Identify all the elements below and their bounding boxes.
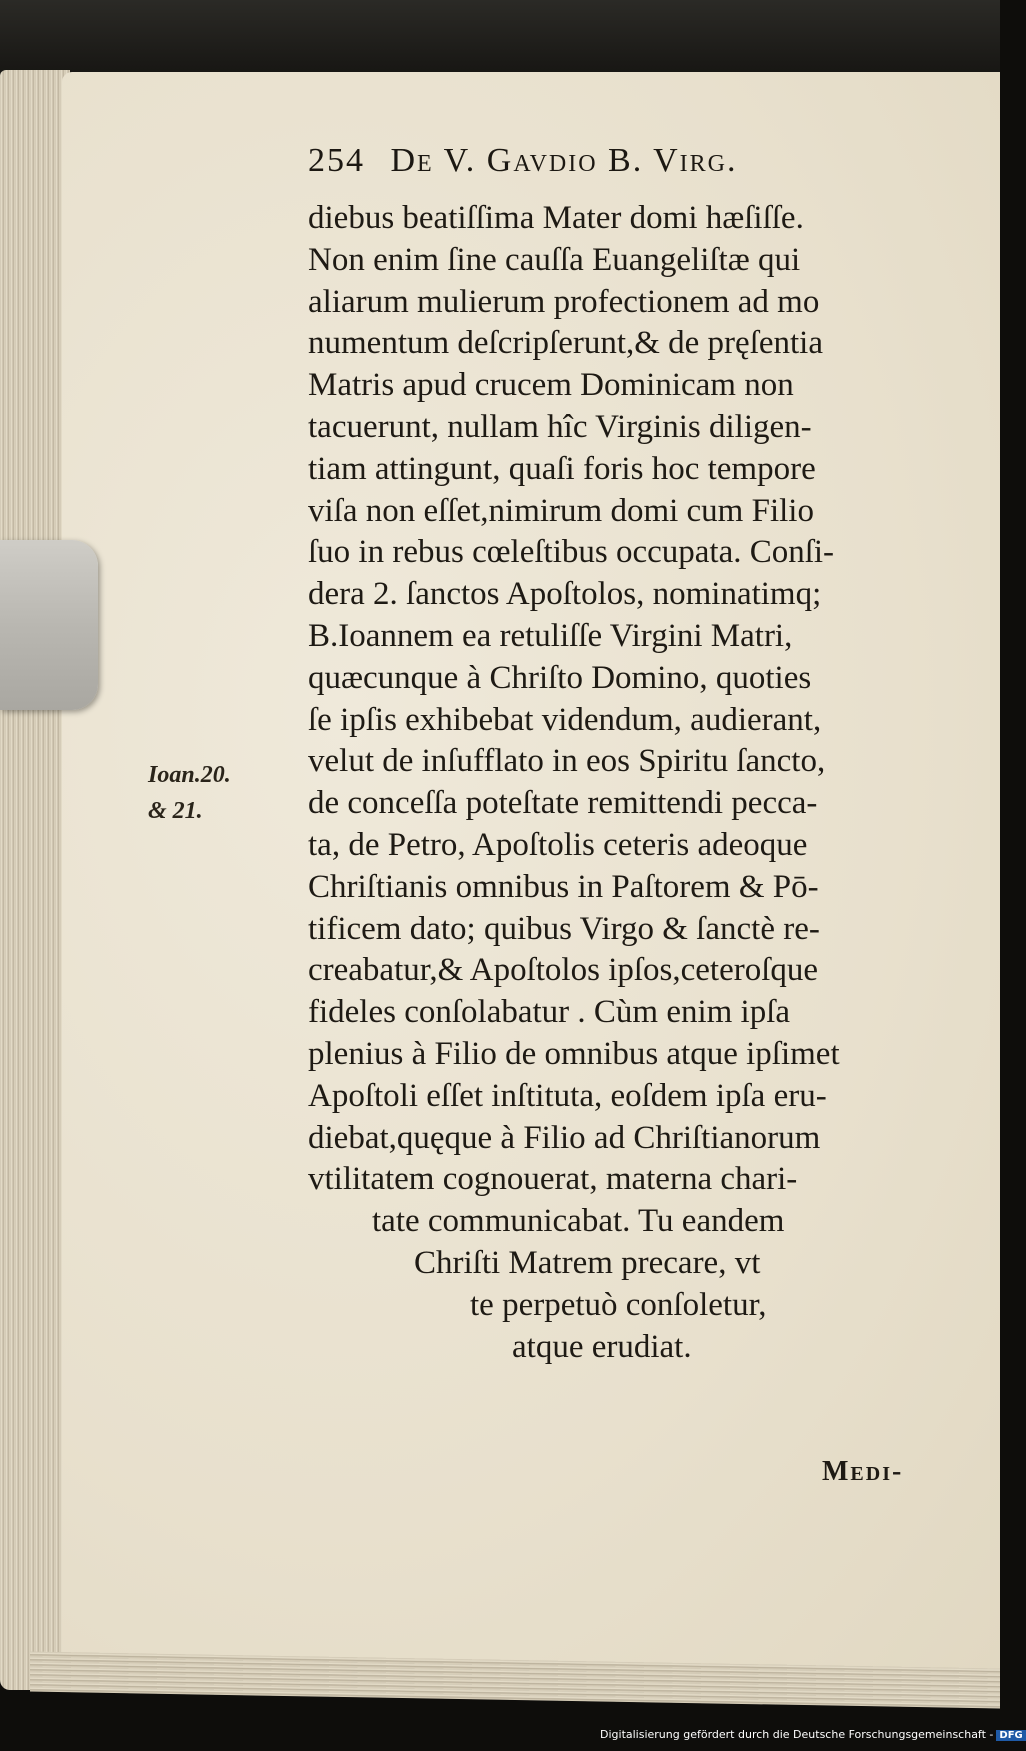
text-line: Chriſtianis omnibus in Paſtorem & Pō-: [308, 868, 819, 905]
text-line: creabatur,& Apoſtolos ipſos,ceteroſque: [308, 952, 819, 989]
text-line: tacuerunt, nullam hîc Virginis diligen-: [308, 409, 812, 445]
text-line: Non enim ſine cauſſa Euangeliſtæ qui: [308, 241, 801, 278]
bookmark-tab: [0, 540, 98, 710]
text-line: vtilitatem cognouerat, materna chari-: [308, 1161, 798, 1198]
text-line: atque erudiat.: [512, 1328, 692, 1365]
text-line: Matris apud crucem Dominicam non: [308, 367, 794, 404]
page-number: 254: [308, 142, 365, 179]
credit-text: Digitalisierung gefördert durch die Deutsche Forschungsgemeinschaft -: [600, 1728, 994, 1741]
text-line: dera 2. ſanctos Apoſtolos, nominatimq;: [308, 576, 822, 613]
text-line: ſe ipſis exhibebat videndum, audierant,: [308, 701, 822, 738]
digitization-credit: [600, 1728, 1023, 1748]
text-line: Chriſti Matrem precare, vt: [414, 1245, 761, 1281]
text-line: plenius à Filio de omnibus atque ipſimet: [308, 1036, 840, 1072]
text-line: te perpetuò conſoletur,: [470, 1286, 767, 1323]
text-line: numentum deſcripſerunt,& de pręſentia: [308, 325, 823, 362]
book-page-edges-left: [0, 70, 70, 1690]
text-line: ſuo in rebus cœleſtibus occupata. Conſi-: [308, 534, 835, 571]
text-line: quæcunque à Chriſto Domino, quoties: [308, 659, 812, 696]
text-line: viſa non eſſet,nimirum domi cum Filio: [308, 492, 814, 529]
text-line: diebus beatiſſima Mater domi hæſiſſe.: [308, 200, 804, 236]
dfg-logo: DFG: [996, 1730, 1025, 1741]
text-line: tiam attingunt, quaſi foris hoc tempore: [308, 450, 816, 487]
catchword: Medi-: [822, 1456, 904, 1487]
text-line: velut de inſufflato in eos Spiritu ſancto,: [308, 743, 826, 780]
text-line: de conceſſa poteſtate remittendi pecca-: [308, 785, 818, 822]
text-line: aliarum mulierum profectionem ad mo: [308, 283, 820, 320]
marginal-note-line-2: & 21.: [148, 798, 203, 824]
text-line: Apoſtoli eſſet inſtituta, eoſdem ipſa eru-: [308, 1077, 827, 1114]
marginal-note-line-1: Ioan.20.: [148, 762, 231, 788]
running-head-title: De V. Gavdio B. Virg.: [390, 142, 738, 179]
text-line: tificem dato; quibus Virgo & ſanctè re-: [308, 910, 820, 947]
text-line: fideles conſolabatur . Cùm enim ipſa: [308, 994, 791, 1031]
text-line: diebat,quęque à Filio ad Chriſtianorum: [308, 1119, 821, 1156]
text-line: B.Ioannem ea retuliſſe Virgini Matri,: [308, 618, 793, 654]
text-line: tate communicabat. Tu eandem: [372, 1203, 785, 1240]
text-line: ta, de Petro, Apoſtolis ceteris adeoque: [308, 827, 808, 863]
running-header: [308, 142, 868, 192]
